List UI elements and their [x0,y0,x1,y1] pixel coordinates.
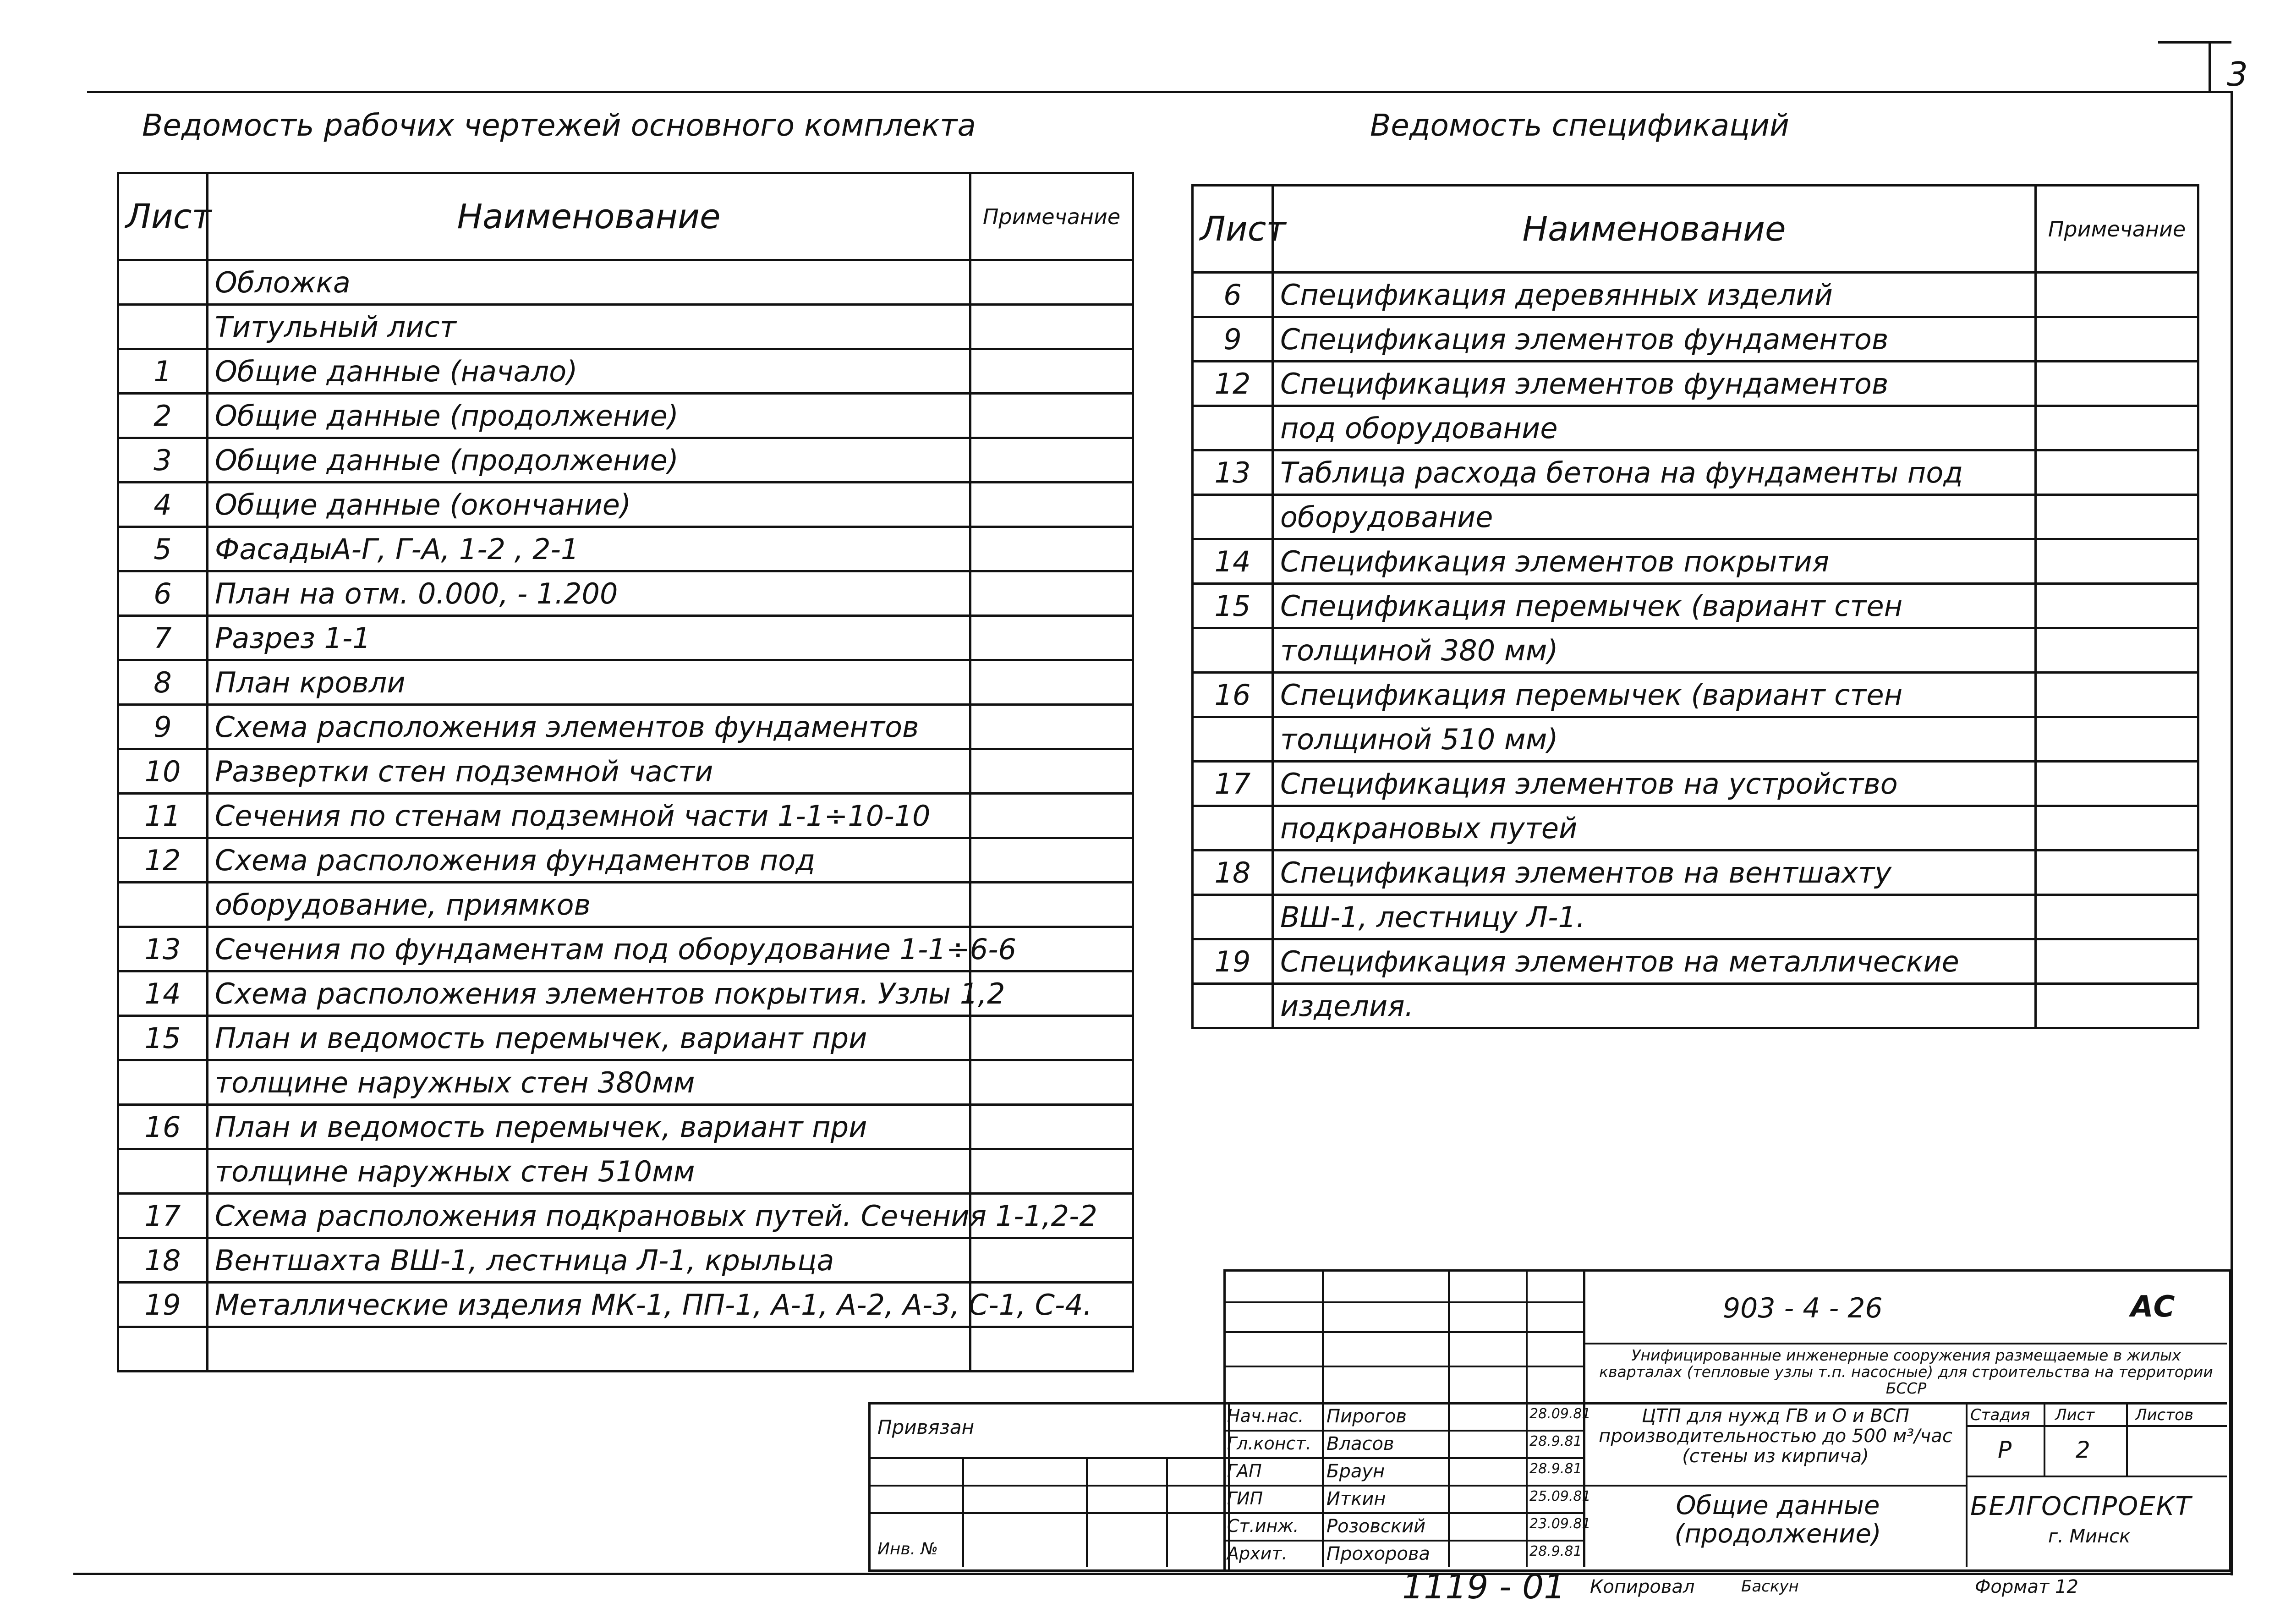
left-row [118,616,1133,660]
right-row-name: Спецификация элементов покрытия [1273,539,2036,584]
signer-role: Нач.нас. [1227,1406,1304,1426]
signer-role: ГИП [1227,1488,1263,1509]
right-row-name: Спецификация элементов на устройство [1273,762,2036,806]
right-row [1193,717,2198,762]
right-row-note [2036,628,2198,673]
right-row-sheet [1193,717,1273,762]
left-row-name: Развертки стен подземной части [208,749,970,794]
right-row [1193,628,2198,673]
signer-date: 28.09.81 [1529,1406,1591,1422]
right-row-name: Спецификация перемычек (вариант стен [1273,673,2036,717]
right-row-sheet: 12 [1193,362,1273,406]
right-row-note [2036,984,2198,1028]
left-row-note [970,305,1133,349]
left-row-name: План на отм. 0.000, - 1.200 [208,571,970,616]
right-row [1193,806,2198,850]
left-row [118,838,1133,883]
left-header-sheet: Лист [118,173,208,260]
left-row-name: Схема расположения фундаментов под [208,838,970,883]
left-register-title: Ведомость рабочих чертежей основного комплекта [142,108,976,143]
left-row-note [970,660,1133,705]
right-row-note [2036,317,2198,362]
signer-name: Прохорова [1326,1543,1431,1564]
left-row-sheet: 11 [118,794,208,838]
right-row-note [2036,273,2198,317]
signer-role: Гл.конст. [1227,1433,1311,1454]
right-row-sheet: 17 [1193,762,1273,806]
left-register-table [117,172,1134,1372]
left-header-name: Наименование [208,173,970,260]
signer-name: Пирогов [1326,1406,1407,1427]
left-row-sheet: 18 [118,1238,208,1283]
organization: БЕЛГОСПРОЕКТ [1970,1492,2192,1521]
right-header-note: Примечание [2036,186,2198,273]
left-row-note [970,483,1133,527]
left-row [118,1149,1133,1194]
left-row-sheet: 10 [118,749,208,794]
right-row-sheet [1193,806,1273,850]
right-row-name: под оборудование [1273,406,2036,450]
left-row [118,527,1133,571]
left-row [118,305,1133,349]
left-row-name: План и ведомость перемычек, вариант при [208,1016,970,1060]
left-row-note [970,1016,1133,1060]
left-row-sheet: 5 [118,527,208,571]
right-row-sheet: 19 [1193,939,1273,984]
right-row-sheet [1193,895,1273,939]
left-row-note [970,1327,1133,1372]
right-row-name: изделия. [1273,984,2036,1028]
left-row-sheet: 8 [118,660,208,705]
right-row [1193,984,2198,1028]
city: г. Минск [2048,1526,2131,1547]
signer-date: 28.9.81 [1529,1433,1582,1449]
left-row-note [970,1149,1133,1194]
left-row-name: оборудование, приямков [208,883,970,927]
left-row-name: План и ведомость перемычек, вариант при [208,1105,970,1149]
left-row-sheet: 12 [118,838,208,883]
left-row-name: Схема расположения подкрановых путей. Сечения 1-1,2-2 [208,1194,970,1238]
right-row-name: Спецификация элементов на металлические [1273,939,2036,984]
right-row-note [2036,450,2198,495]
left-row-sheet: 17 [118,1194,208,1238]
right-row [1193,406,2198,450]
right-row [1193,317,2198,362]
left-row [118,883,1133,927]
left-row-name: План кровли [208,660,970,705]
left-row [118,394,1133,438]
left-row-note [970,527,1133,571]
left-row [118,1238,1133,1283]
left-row-sheet: 16 [118,1105,208,1149]
right-row [1193,939,2198,984]
frame-bottom-line [73,1573,2231,1575]
left-row-note [970,571,1133,616]
signer-date: 28.9.81 [1529,1461,1582,1477]
right-row [1193,362,2198,406]
right-row-note [2036,895,2198,939]
copier-name: Баскун [1741,1577,1799,1596]
right-row-name: Спецификация элементов фундаментов [1273,362,2036,406]
left-row [118,705,1133,749]
left-row-note [970,749,1133,794]
left-row-sheet: 19 [118,1283,208,1327]
left-row-note [970,438,1133,483]
right-row-note [2036,806,2198,850]
signer-name: Браун [1326,1461,1385,1482]
left-row-name: Общие данные (продолжение) [208,394,970,438]
frame-top-line [87,91,2231,93]
left-row-sheet: 1 [118,349,208,394]
left-row [118,1105,1133,1149]
right-row-name: Спецификация деревянных изделий [1273,273,2036,317]
signer-date: 28.9.81 [1529,1543,1582,1559]
object-title: ЦТП для нужд ГВ и О и ВСП производительностью до 500 м³/час (стены из кирпича) [1599,1405,1952,1467]
left-row-name: Общие данные (начало) [208,349,970,394]
left-row-name: Схема расположения элементов фундаментов [208,705,970,749]
sheets-label: Листов [2135,1406,2194,1424]
left-row-name: Сечения по стенам подземной части 1-1÷10-10 [208,794,970,838]
signer-date: 25.09.81 [1529,1488,1591,1504]
right-header-name: Наименование [1273,186,2036,273]
left-row-note [970,838,1133,883]
left-row [118,1194,1133,1238]
left-row-name: Схема расположения элементов покрытия. Узлы 1,2 [208,971,970,1016]
left-row [118,1060,1133,1105]
right-row-name: толщиной 510 мм) [1273,717,2036,762]
left-row-note [970,1060,1133,1105]
doc-mark: АС [2131,1290,2175,1324]
right-row-name: подкрановых путей [1273,806,2036,850]
signer-name: Власов [1326,1433,1394,1454]
right-register-table [1191,184,2199,1029]
left-row-name: Разрез 1-1 [208,616,970,660]
right-register-title: Ведомость спецификаций [1370,108,1789,143]
right-row-sheet: 16 [1193,673,1273,717]
left-row-sheet [118,305,208,349]
left-row [118,349,1133,394]
left-row-sheet: 15 [118,1016,208,1060]
left-row-sheet: 7 [118,616,208,660]
right-row-note [2036,495,2198,539]
stage-value: Р [1998,1437,2012,1463]
left-row [118,794,1133,838]
sheet-title: Общие данные (продолжение) [1674,1491,1881,1549]
signer-name: Розовский [1326,1516,1426,1537]
signer-role: Ст.инж. [1227,1516,1299,1536]
left-row [118,749,1133,794]
inv-label: Инв. № [877,1540,938,1558]
right-row-sheet: 9 [1193,317,1273,362]
left-row-name: Общие данные (окончание) [208,483,970,527]
left-row [118,438,1133,483]
left-row-note [970,260,1133,305]
signer-role: ГАП [1227,1461,1262,1481]
left-row-sheet [118,883,208,927]
sheet-label: Лист [2055,1406,2095,1424]
left-row-name: Обложка [208,260,970,305]
right-row-name: Спецификация элементов на вентшахту [1273,850,2036,895]
right-row [1193,539,2198,584]
format-label: Формат 12 [1975,1576,2078,1597]
right-row-name: Спецификация перемычек (вариант стен [1273,584,2036,628]
left-row [118,660,1133,705]
left-row-name: ФасадыА-Г, Г-А, 1-2 , 2-1 [208,527,970,571]
signer-date: 23.09.81 [1529,1516,1591,1532]
page-number: 3 [2227,55,2248,93]
frame-corner-line [2158,41,2231,44]
right-header-sheet: Лист [1193,186,1273,273]
right-row-note [2036,406,2198,450]
right-row [1193,273,2198,317]
left-row [118,927,1133,971]
left-row [118,483,1133,527]
right-row-sheet [1193,406,1273,450]
left-row [118,1283,1133,1327]
left-row-sheet: 6 [118,571,208,616]
left-row-sheet [118,1060,208,1105]
inventory-number: 1119 - 01 [1402,1567,1566,1607]
left-row-sheet: 13 [118,927,208,971]
left-row-note [970,705,1133,749]
copied-label: Копировал [1590,1576,1695,1597]
right-row-name: Спецификация элементов фундаментов [1273,317,2036,362]
right-row-note [2036,939,2198,984]
right-row-note [2036,850,2198,895]
left-row-name: толщине наружных стен 380мм [208,1060,970,1105]
left-row-note [970,883,1133,927]
left-row-sheet: 4 [118,483,208,527]
left-row-note [970,616,1133,660]
right-row [1193,450,2198,495]
right-row-sheet: 13 [1193,450,1273,495]
left-row-sheet [118,260,208,305]
right-row-name: оборудование [1273,495,2036,539]
right-row-note [2036,673,2198,717]
sheet-value: 2 [2076,1437,2090,1463]
doc-code: 903 - 4 - 26 [1723,1292,1883,1324]
right-row [1193,495,2198,539]
signer-role: Архит. [1227,1543,1288,1564]
right-row-name: толщиной 380 мм) [1273,628,2036,673]
right-row-note [2036,362,2198,406]
left-row-sheet: 2 [118,394,208,438]
right-row-sheet: 18 [1193,850,1273,895]
right-row-sheet: 14 [1193,539,1273,584]
right-row-note [2036,762,2198,806]
project-title: Унифицированные инженерные сооружения размещаемые в жилых кварталах (тепловые узлы т.п. насосные) для строительства на территории БССР [1599,1346,2213,1397]
right-row [1193,673,2198,717]
left-header-note: Примечание [970,173,1133,260]
right-row-sheet [1193,984,1273,1028]
left-row [118,571,1133,616]
left-row [118,260,1133,305]
left-row-name: толщине наружных стен 510мм [208,1149,970,1194]
right-row-note [2036,539,2198,584]
left-row-name: Общие данные (продолжение) [208,438,970,483]
left-row-name [208,1327,970,1372]
left-row-note [970,1238,1133,1283]
left-row [118,971,1133,1016]
right-row [1193,895,2198,939]
right-row-sheet [1193,495,1273,539]
left-row-sheet: 9 [118,705,208,749]
right-row-name: ВШ-1, лестницу Л-1. [1273,895,2036,939]
left-row-sheet: 14 [118,971,208,1016]
right-row-note [2036,584,2198,628]
left-row-sheet [118,1149,208,1194]
bound-label: Привязан [877,1416,975,1438]
right-row [1193,850,2198,895]
right-row-note [2036,717,2198,762]
left-row-name: Металлические изделия МК-1, ПП-1, А-1, А-2, А-3, С-1, С-4. [208,1283,970,1327]
left-row-note [970,394,1133,438]
right-row-sheet: 6 [1193,273,1273,317]
frame-corner-vert [2209,41,2211,92]
right-row [1193,584,2198,628]
left-row-note [970,349,1133,394]
left-row-sheet: 3 [118,438,208,483]
left-row-name: Титульный лист [208,305,970,349]
left-row-name: Вентшахта ВШ-1, лестница Л-1, крыльца [208,1238,970,1283]
left-row-name: Сечения по фундаментам под оборудование 1-1÷6-6 [208,927,970,971]
signer-name: Иткин [1326,1488,1386,1509]
left-row [118,1016,1133,1060]
right-row-sheet: 15 [1193,584,1273,628]
left-row-note [970,1105,1133,1149]
right-row-sheet [1193,628,1273,673]
stage-label: Стадия [1970,1406,2030,1424]
right-row [1193,762,2198,806]
left-row-sheet [118,1327,208,1372]
left-row-note [970,794,1133,838]
right-row-name: Таблица расхода бетона на фундаменты под [1273,450,2036,495]
left-row [118,1327,1133,1372]
